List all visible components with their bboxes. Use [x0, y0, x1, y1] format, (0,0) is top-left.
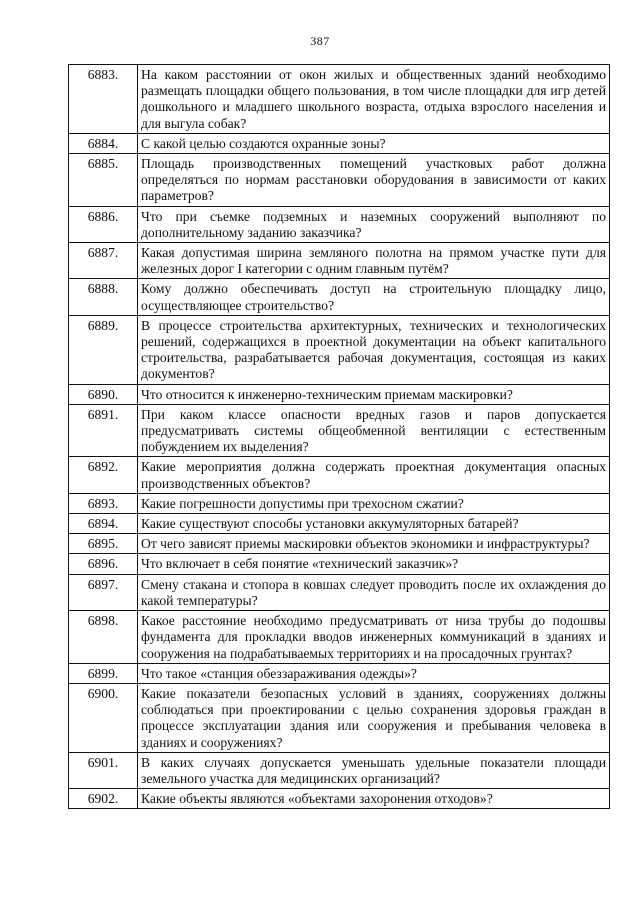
question-text: Какая допустимая ширина земляного полотна на прямом участке пути для железных дорог I категории с одним главным путём? — [138, 243, 610, 279]
page-number: 387 — [310, 34, 330, 48]
question-text: Какие погрешности допустимы при трехосном сжатии? — [138, 493, 610, 513]
table-row — [69, 789, 610, 809]
table-row — [69, 683, 610, 752]
question-text: Какие объекты являются «объектами захоронения отходов»? — [138, 789, 610, 809]
table-row — [69, 315, 610, 384]
table-row — [69, 493, 610, 513]
table-row — [69, 611, 610, 664]
question-text: Что относится к инженерно-техническим приемам маскировки? — [138, 384, 610, 404]
question-number: 6902. — [69, 789, 138, 809]
question-number: 6887. — [69, 243, 138, 279]
table-row — [69, 554, 610, 574]
question-number: 6884. — [69, 133, 138, 153]
question-text: Кому должно обеспечивать доступ на строительную площадку лицо, осуществляющее строительство? — [138, 279, 610, 315]
table-row — [69, 663, 610, 683]
question-text: В каких случаях допускается уменьшать удельные показатели площади земельного участка для медицинских организаций? — [138, 752, 610, 788]
question-number: 6898. — [69, 611, 138, 664]
table-row — [69, 457, 610, 493]
question-number: 6891. — [69, 404, 138, 457]
question-number: 6895. — [69, 534, 138, 554]
question-number: 6897. — [69, 574, 138, 610]
question-text: Смену стакана и стопора в ковшах следует проводить после их охлаждения до какой температуры? — [138, 574, 610, 610]
table-row — [69, 404, 610, 457]
question-number: 6890. — [69, 384, 138, 404]
question-text: Какие мероприятия должна содержать проектная документация опасных производственных объектов? — [138, 457, 610, 493]
table-row — [69, 279, 610, 315]
table-row — [69, 65, 610, 134]
table-row — [69, 243, 610, 279]
question-number: 6888. — [69, 279, 138, 315]
question-number: 6892. — [69, 457, 138, 493]
table-row — [69, 206, 610, 242]
question-number: 6893. — [69, 493, 138, 513]
question-text: Что включает в себя понятие «технический заказчик»? — [138, 554, 610, 574]
question-text: Какие существуют способы установки аккумуляторных батарей? — [138, 514, 610, 534]
table-row — [69, 752, 610, 788]
question-text: Площадь производственных помещений участковых работ должна определяться по нормам расстановки оборудования в зависимости от каких параметров? — [138, 154, 610, 207]
question-text: Что такое «станция обеззараживания одежды»? — [138, 663, 610, 683]
question-text: Какое расстояние необходимо предусматривать от низа трубы до подошвы фундамента для прокладки вводов инженерных коммуникаций в зданиях и сооружения на подрабатываемых территориях и на просадочных грунтах? — [138, 611, 610, 664]
question-text: На каком расстоянии от окон жилых и общественных зданий необходимо размещать площадки общего пользования, в том числе площадки для игр детей дошкольного и младшего школьного возраста, отдыха взрослого населения и для выгула собак? — [138, 65, 610, 134]
table-row — [69, 534, 610, 554]
question-number: 6894. — [69, 514, 138, 534]
question-text: Что при съемке подземных и наземных сооружений выполняют по дополнительному заданию заказчика? — [138, 206, 610, 242]
table-row — [69, 384, 610, 404]
question-number: 6896. — [69, 554, 138, 574]
question-number: 6883. — [69, 65, 138, 134]
question-text: Какие показатели безопасных условий в зданиях, сооружениях должны соблюдаться при проектировании с целью сохранения здоровья граждан в процессе эксплуатации здания или сооружения и пребывания человека в зданиях и сооружениях? — [138, 683, 610, 752]
question-number: 6900. — [69, 683, 138, 752]
question-number: 6899. — [69, 663, 138, 683]
question-number: 6886. — [69, 206, 138, 242]
question-number: 6885. — [69, 154, 138, 207]
question-text: При каком классе опасности вредных газов и паров допускается предусматривать системы общеобменной вентиляции с естественным побуждением их выделения? — [138, 404, 610, 457]
question-number: 6889. — [69, 315, 138, 384]
question-text: В процессе строительства архитектурных, технических и технологических решений, содержащихся в проектной документации на объект капитального строительства, разрабатывается рабочая документация, состоящая из каких документов? — [138, 315, 610, 384]
question-text: От чего зависят приемы маскировки объектов экономики и инфраструктуры? — [138, 534, 610, 554]
question-text: С какой целью создаются охранные зоны? — [138, 133, 610, 153]
table-row — [69, 133, 610, 153]
table-row — [69, 574, 610, 610]
questions-table — [68, 64, 610, 809]
table-row — [69, 154, 610, 207]
table-row — [69, 514, 610, 534]
question-number: 6901. — [69, 752, 138, 788]
